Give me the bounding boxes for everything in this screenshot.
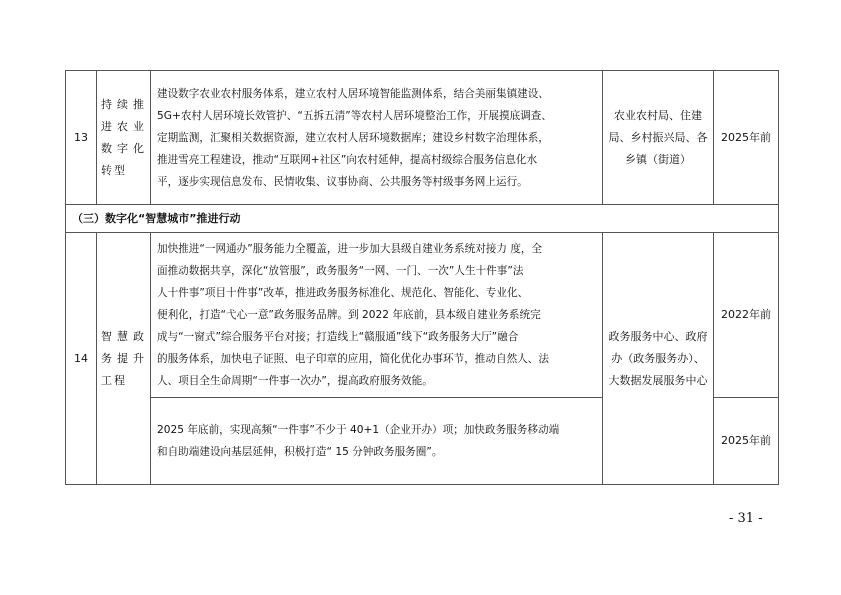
table-row [66, 71, 779, 205]
content-line: 和自助端建设向基层延伸，积极打造“ 15 分钟政务服务圈”。 [157, 446, 443, 458]
row-number: 13 [66, 71, 97, 205]
table-row [66, 233, 779, 398]
task-content [151, 233, 603, 398]
task-content [151, 398, 603, 485]
section-title: （三）数字化“智慧城市”推进行动 [66, 205, 779, 233]
content-line: 人、项目全生命周期“一件事一次办”，提高政府服务效能。 [157, 375, 433, 387]
content-line: 成与“一窗式”综合服务平台对接；打造线上“赣服通”线下“政务服务大厅”融合 [157, 331, 519, 343]
deadline: 2025年前 [714, 71, 779, 205]
content-line: 定期监测，汇聚相关数据资源，建立农村人居环境数据库；建设乡村数字治理体系， [157, 131, 549, 144]
content-line: 平，逐步实现信息发布、民情收集、议事协商、公共服务等村级事务网上运行。 [157, 175, 528, 188]
content-line: 5G+农村人居环境长效管护、“五拆五清”等农村人居环境整治工作，开展摸底调查、 [157, 109, 552, 122]
task-content [151, 71, 603, 205]
deadline: 2022年前 [714, 233, 779, 398]
content-line: 2025 年底前，实现高频“一件事”不少于 40+1（企业开办）项；加快政务服务移动端 [157, 424, 560, 436]
content-line: 便利化，打造“弋心一意”政务服务品牌。到 2022 年底前，县本级自建业务系统完 [157, 309, 541, 321]
content-line: 的服务体系，加快电子证照、电子印章的应用，简化优化办事环节，推动自然人、法 [157, 353, 549, 365]
section-row [66, 205, 779, 233]
content-line: 人十件事”项目十件事”改革，推进政务服务标准化、规范化、智能化、专业化、 [157, 287, 529, 299]
content-line: 建设数字农业农村服务体系，建立农村人居环境智能监测体系，结合美丽集镇建设、 [157, 87, 549, 100]
plan-table [65, 70, 779, 485]
task-name: 持续推进农业数字化转型 [97, 71, 151, 205]
row-number: 14 [66, 233, 97, 485]
content-line: 推进雪亮工程建设，推动“互联网+社区”向农村延伸，提高村级综合服务信息化水 [157, 153, 538, 166]
page-number: - 31 - [729, 511, 763, 526]
content-line: 加快推进“一网通办”服务能力全覆盖，进一步加大县级自建业务系统对接力 度，全 [157, 243, 543, 255]
responsible-department: 政务服务中心、政府办（政务服务办）、大数据发展服务中心 [603, 233, 714, 485]
task-name: 智慧政务提升工程 [97, 233, 151, 485]
responsible-department: 农业农村局、住建局、乡村振兴局、各乡镇（街道） [603, 71, 714, 205]
content-line: 面推动数据共享，深化“放管服”，政务服务“一网、一门、一次”人生十件事”法 [157, 265, 524, 277]
deadline: 2025年前 [714, 398, 779, 485]
